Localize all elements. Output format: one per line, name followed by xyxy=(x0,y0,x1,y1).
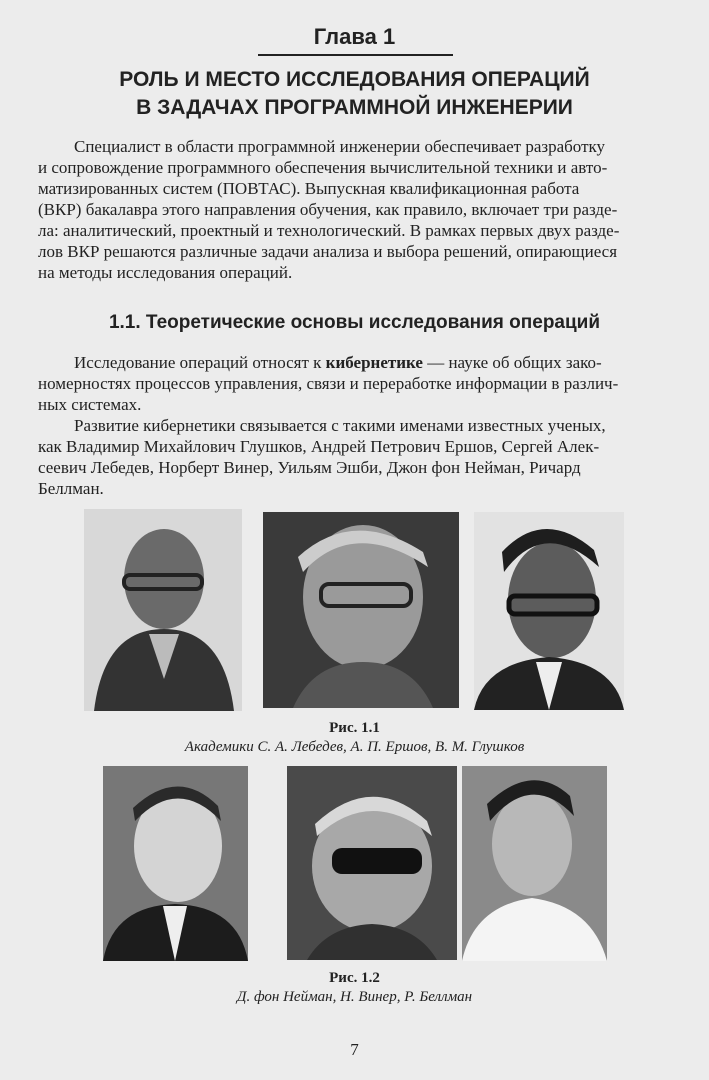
intro-paragraph xyxy=(38,136,674,283)
figure-caption: Д. фон Нейман, Н. Винер, Р. Беллман xyxy=(236,989,473,1005)
section-heading: 1.1. Теоретические основы исследования операций xyxy=(108,312,601,333)
text-line: матизированных систем (ПОВТАС). Выпускная квалификационная работа xyxy=(38,179,580,198)
text-line: на методы исследования операций. xyxy=(38,263,293,282)
chapter-title xyxy=(0,66,709,122)
figure-number: Рис. 1.2 xyxy=(329,970,380,986)
text-line: (ВКР) бакалавра этого направления обучения, как правило, включает три разде- xyxy=(38,200,618,219)
portrait-von-neumann xyxy=(103,766,248,961)
text-line: Беллман. xyxy=(38,479,104,498)
chapter-label: Глава 1 xyxy=(313,24,396,49)
text-line: номерностях процессов управления, связи и переработке информации в различ- xyxy=(38,374,619,393)
keyword-cybernetics: кибернетике xyxy=(325,353,423,372)
chapter-underline xyxy=(258,54,453,56)
text-line: сеевич Лебедев, Норберт Винер, Уильям Эшби, Джон фон Нейман, Ричард xyxy=(38,458,581,477)
text-line: Специалист в области программной инженерии обеспечивает разработку xyxy=(74,137,606,156)
text-line: ных системах. xyxy=(38,395,142,414)
portrait-glushkov xyxy=(474,512,624,710)
text-run: Исследование операций относят к xyxy=(74,353,326,372)
text-line: Развитие кибернетики связывается с такими именами известных ученых, xyxy=(74,416,606,435)
text-line xyxy=(38,352,674,373)
chapter-title-line: РОЛЬ И МЕСТО ИССЛЕДОВАНИЯ ОПЕРАЦИЙ xyxy=(119,68,590,91)
figure-number: Рис. 1.1 xyxy=(329,720,380,736)
portrait-lebedev xyxy=(84,509,242,711)
text-line: и сопровождение программного обеспечения вычислительной техники и авто- xyxy=(38,158,608,177)
portrait-bellman xyxy=(462,766,607,961)
figure-caption: Академики С. А. Лебедев, А. П. Ершов, В. М. Глушков xyxy=(184,739,525,755)
cybernetics-paragraph xyxy=(38,352,674,415)
text-line: как Владимир Михайлович Глушков, Андрей Петрович Ершов, Сергей Алек- xyxy=(38,437,600,456)
page-number: 7 xyxy=(350,1040,359,1059)
text-run: — науке об общих зако- xyxy=(422,353,602,372)
text-line: лов ВКР решаются различные задачи анализа и выбора решений, опирающиеся xyxy=(38,242,618,261)
chapter-title-line: В ЗАДАЧАХ ПРОГРАММНОЙ ИНЖЕНЕРИИ xyxy=(136,96,573,119)
scientists-paragraph xyxy=(38,415,674,499)
portrait-ershov xyxy=(263,512,459,708)
text-line: ла: аналитический, проектный и технологический. В рамках первых двух разде- xyxy=(38,221,620,240)
portrait-wiener xyxy=(287,766,457,960)
